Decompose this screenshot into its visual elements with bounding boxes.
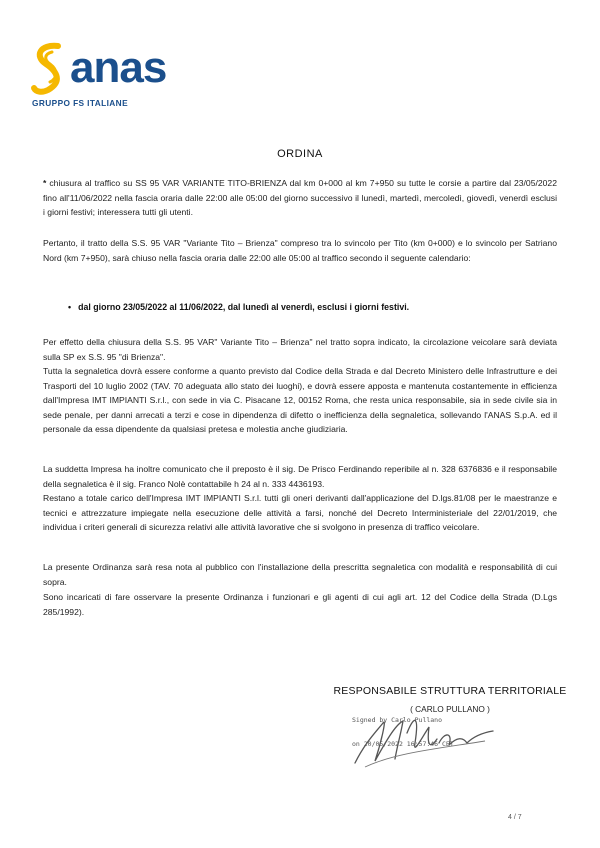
anas-s-mark-icon	[28, 42, 72, 98]
signer-role: RESPONSABILE STRUTTURA TERRITORIALE	[333, 685, 567, 697]
paragraph-closure-text: chiusura al traffico su SS 95 VAR VARIANTE TITO-BRIENZA dal km 0+000 al km 7+950 su tutte le corsie a partire dal 23/05/2022 fino all'11/06/2022 nella fascia oraria dalle 22:00 alle 05:00 del giorno successivo il lunedì, martedì, mercoledì, giovedì, venerdì esclusi i giorni festivi; interessera tutti gli utenti.	[43, 178, 557, 218]
digital-signed-by: Signed by Carlo Pullano	[352, 716, 443, 724]
paragraph-obligations: Restano a totale carico dell'Impresa IMT IMPIANTI S.r.l. tutti gli oneri derivanti dall'applicazione del D.lgs.81/08 per le maestranze e tecnici e attrezzature impiegate nella esecuzione delle attività a farsi, nonché del Decreto Interministeriale del 22/01/2019, che individua i criteri generali di sicurezza relativi alle attività lavorative che si svolgono in presenza di traffico veicolare.	[43, 493, 557, 533]
document-title: ORDINA	[277, 148, 323, 160]
asterisk-marker: *	[43, 178, 47, 188]
calendar-bullet-text: dal giorno 23/05/2022 al 11/06/2022, dal lunedì al venerdì, esclusi i giorni festivi.	[78, 302, 410, 312]
handwritten-signature	[345, 703, 505, 773]
paragraph-contacts: La suddetta Impresa ha inoltre comunicato che il preposto è il sig. De Prisco Ferdinando reperibile al n. 328 6376836 e il responsabile della segnaletica è il sig. Franco Nolè contattabile h 24 al n. 333 4436193.	[43, 464, 557, 489]
page-number: 4 / 7	[508, 814, 522, 821]
signer-name: ( CARLO PULLANO )	[410, 704, 490, 714]
logo-subtitle: GRUPPO FS ITALIANE	[32, 98, 129, 108]
paragraph-publication: La presente Ordinanza sarà resa nota al pubblico con l'installazione della prescritta segnaletica con modalità e responsabilità di cui sopra.	[43, 562, 557, 587]
paragraph-closure	[43, 176, 557, 220]
logo-wordmark: anas	[70, 43, 167, 92]
paragraph-section: Pertanto, il tratto della S.S. 95 VAR "Variante Tito – Brienza" compreso tra lo svincolo per Tito (km 0+000) e lo svincolo per Satriano Nord (km 7+950), sarà chiuso nella fascia oraria dalle 22:00 alle 05:00 al traffico secondo il seguente calendario:	[43, 238, 557, 263]
paragraph-signage: Tutta la segnaletica dovrà essere conforme a quanto previsto dal Codice della Strada e dal Decreto Ministero delle Infrastrutture e dei Trasporti del 10 luglio 2002 (TAV. 70 adeguata allo stato dei luoghi), e dovrà essere apposta e mantenuta costantemente in efficienza dall'Impresa IMT IMPIANTI S.r.l., con sede in via C. Pisacane 12, 00152 Roma, che resta unica responsabile, sia in sede civile sia in sede penale, per danni arrecati a terzi e cose in dipendenza di difetto o inefficienza della segnaletica, sollevando l'ANAS S.p.A. ed il personale da essa dipendente da qualsiasi pretesa e molestia anche giudiziaria.	[43, 366, 557, 435]
anas-logo	[28, 42, 167, 108]
digital-signed-on: on 20/05/2022 16:57:46 CET	[352, 740, 454, 748]
calendar-bullet	[68, 302, 409, 312]
bullet-dot-icon: •	[68, 302, 72, 312]
paragraph-enforcement: Sono incaricati di fare osservare la presente Ordinanza i funzionari e gli agenti di cui agli art. 12 del Codice della Strada (D.Lgs 285/1992).	[43, 592, 557, 617]
paragraph-detour: Per effetto della chiusura della S.S. 95 VAR" Variante Tito – Brienza" nel tratto sopra indicato, la circolazione veicolare sarà deviata sulla SP ex S.S. 95 "di Brienza".	[43, 337, 557, 362]
